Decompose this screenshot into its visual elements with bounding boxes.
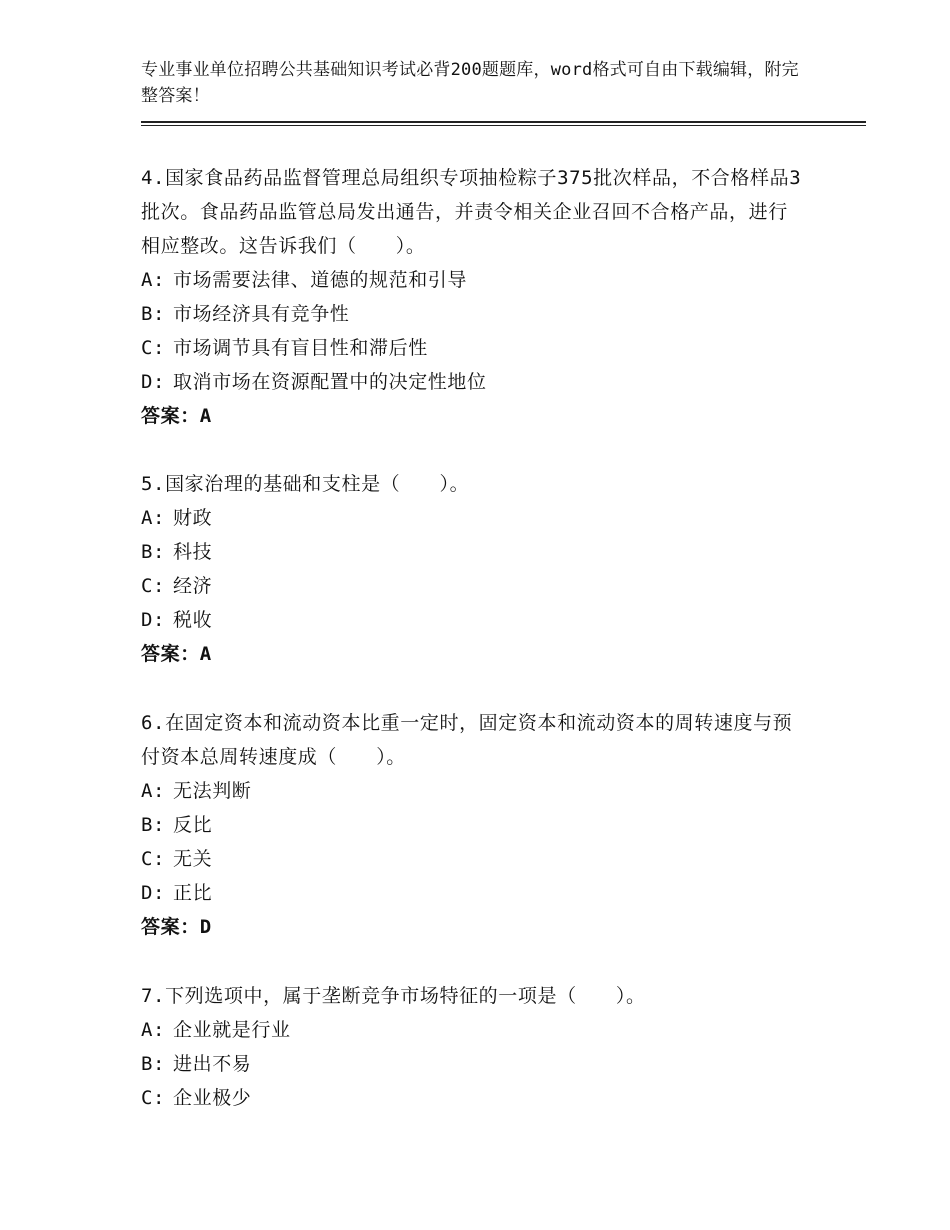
option-b [141, 535, 806, 569]
option-text: 市场需要法律、道德的规范和引导 [173, 269, 468, 291]
option-text: 市场经济具有竞争性 [173, 303, 350, 325]
option-b [141, 808, 806, 842]
option-a [141, 1013, 806, 1047]
option-c [141, 1081, 806, 1115]
option-text: 反比 [173, 814, 213, 836]
option-text: 取消市场在资源配置中的决定性地位 [173, 371, 487, 393]
option-letter: C: [141, 848, 166, 870]
answer-label: 答案：A [141, 405, 212, 427]
option-text: 税收 [173, 609, 213, 631]
option-b [141, 297, 806, 331]
document-header: 专业事业单位招聘公共基础知识考试必背200题题库，word格式可自由下载编辑，附完整答案！ [141, 60, 799, 106]
option-text: 企业极少 [173, 1087, 252, 1109]
option-letter: A: [141, 269, 166, 291]
option-text: 市场调节具有盲目性和滞后性 [173, 337, 428, 359]
option-letter: C: [141, 575, 166, 597]
question-text: 6.在固定资本和流动资本比重一定时，固定资本和流动资本的周转速度与预付资本总周转速度成（ ）。 [141, 712, 793, 768]
option-letter: A: [141, 507, 166, 529]
option-letter: C: [141, 1087, 166, 1109]
option-c [141, 842, 806, 876]
option-d [141, 603, 806, 637]
option-c [141, 569, 806, 603]
answer-label: 答案：D [141, 916, 212, 938]
answer-label: 答案：A [141, 643, 212, 665]
option-d [141, 365, 806, 399]
option-letter: B: [141, 541, 166, 563]
option-b [141, 1047, 806, 1081]
option-c [141, 331, 806, 365]
header-divider-thin [141, 125, 866, 126]
option-letter: A: [141, 1019, 166, 1041]
option-text: 正比 [173, 882, 213, 904]
option-d [141, 876, 806, 910]
option-a [141, 263, 806, 297]
option-letter: D: [141, 882, 166, 904]
option-letter: B: [141, 303, 166, 325]
option-text: 科技 [173, 541, 213, 563]
header-divider-thick [141, 121, 866, 123]
question-6 [141, 706, 806, 944]
option-text: 进出不易 [173, 1053, 252, 1075]
question-text: 7.下列选项中，属于垄断竞争市场特征的一项是（ ）。 [141, 985, 646, 1007]
question-5 [141, 467, 806, 671]
option-letter: C: [141, 337, 166, 359]
option-letter: D: [141, 609, 166, 631]
option-a [141, 501, 806, 535]
option-text: 无关 [173, 848, 213, 870]
question-7 [141, 979, 806, 1115]
option-letter: B: [141, 1053, 166, 1075]
question-4 [141, 161, 806, 433]
option-text: 财政 [173, 507, 213, 529]
option-letter: B: [141, 814, 166, 836]
option-letter: A: [141, 780, 166, 802]
question-text: 4.国家食品药品监督管理总局组织专项抽检粽子375批次样品，不合格样品3批次。食品药品监管总局发出通告，并责令相关企业召回不合格产品，进行相应整改。这告诉我们（ ）。 [141, 167, 802, 257]
option-text: 经济 [173, 575, 213, 597]
option-letter: D: [141, 371, 166, 393]
option-a [141, 774, 806, 808]
option-text: 无法判断 [173, 780, 252, 802]
question-text: 5.国家治理的基础和支柱是（ ）。 [141, 473, 470, 495]
option-text: 企业就是行业 [173, 1019, 291, 1041]
